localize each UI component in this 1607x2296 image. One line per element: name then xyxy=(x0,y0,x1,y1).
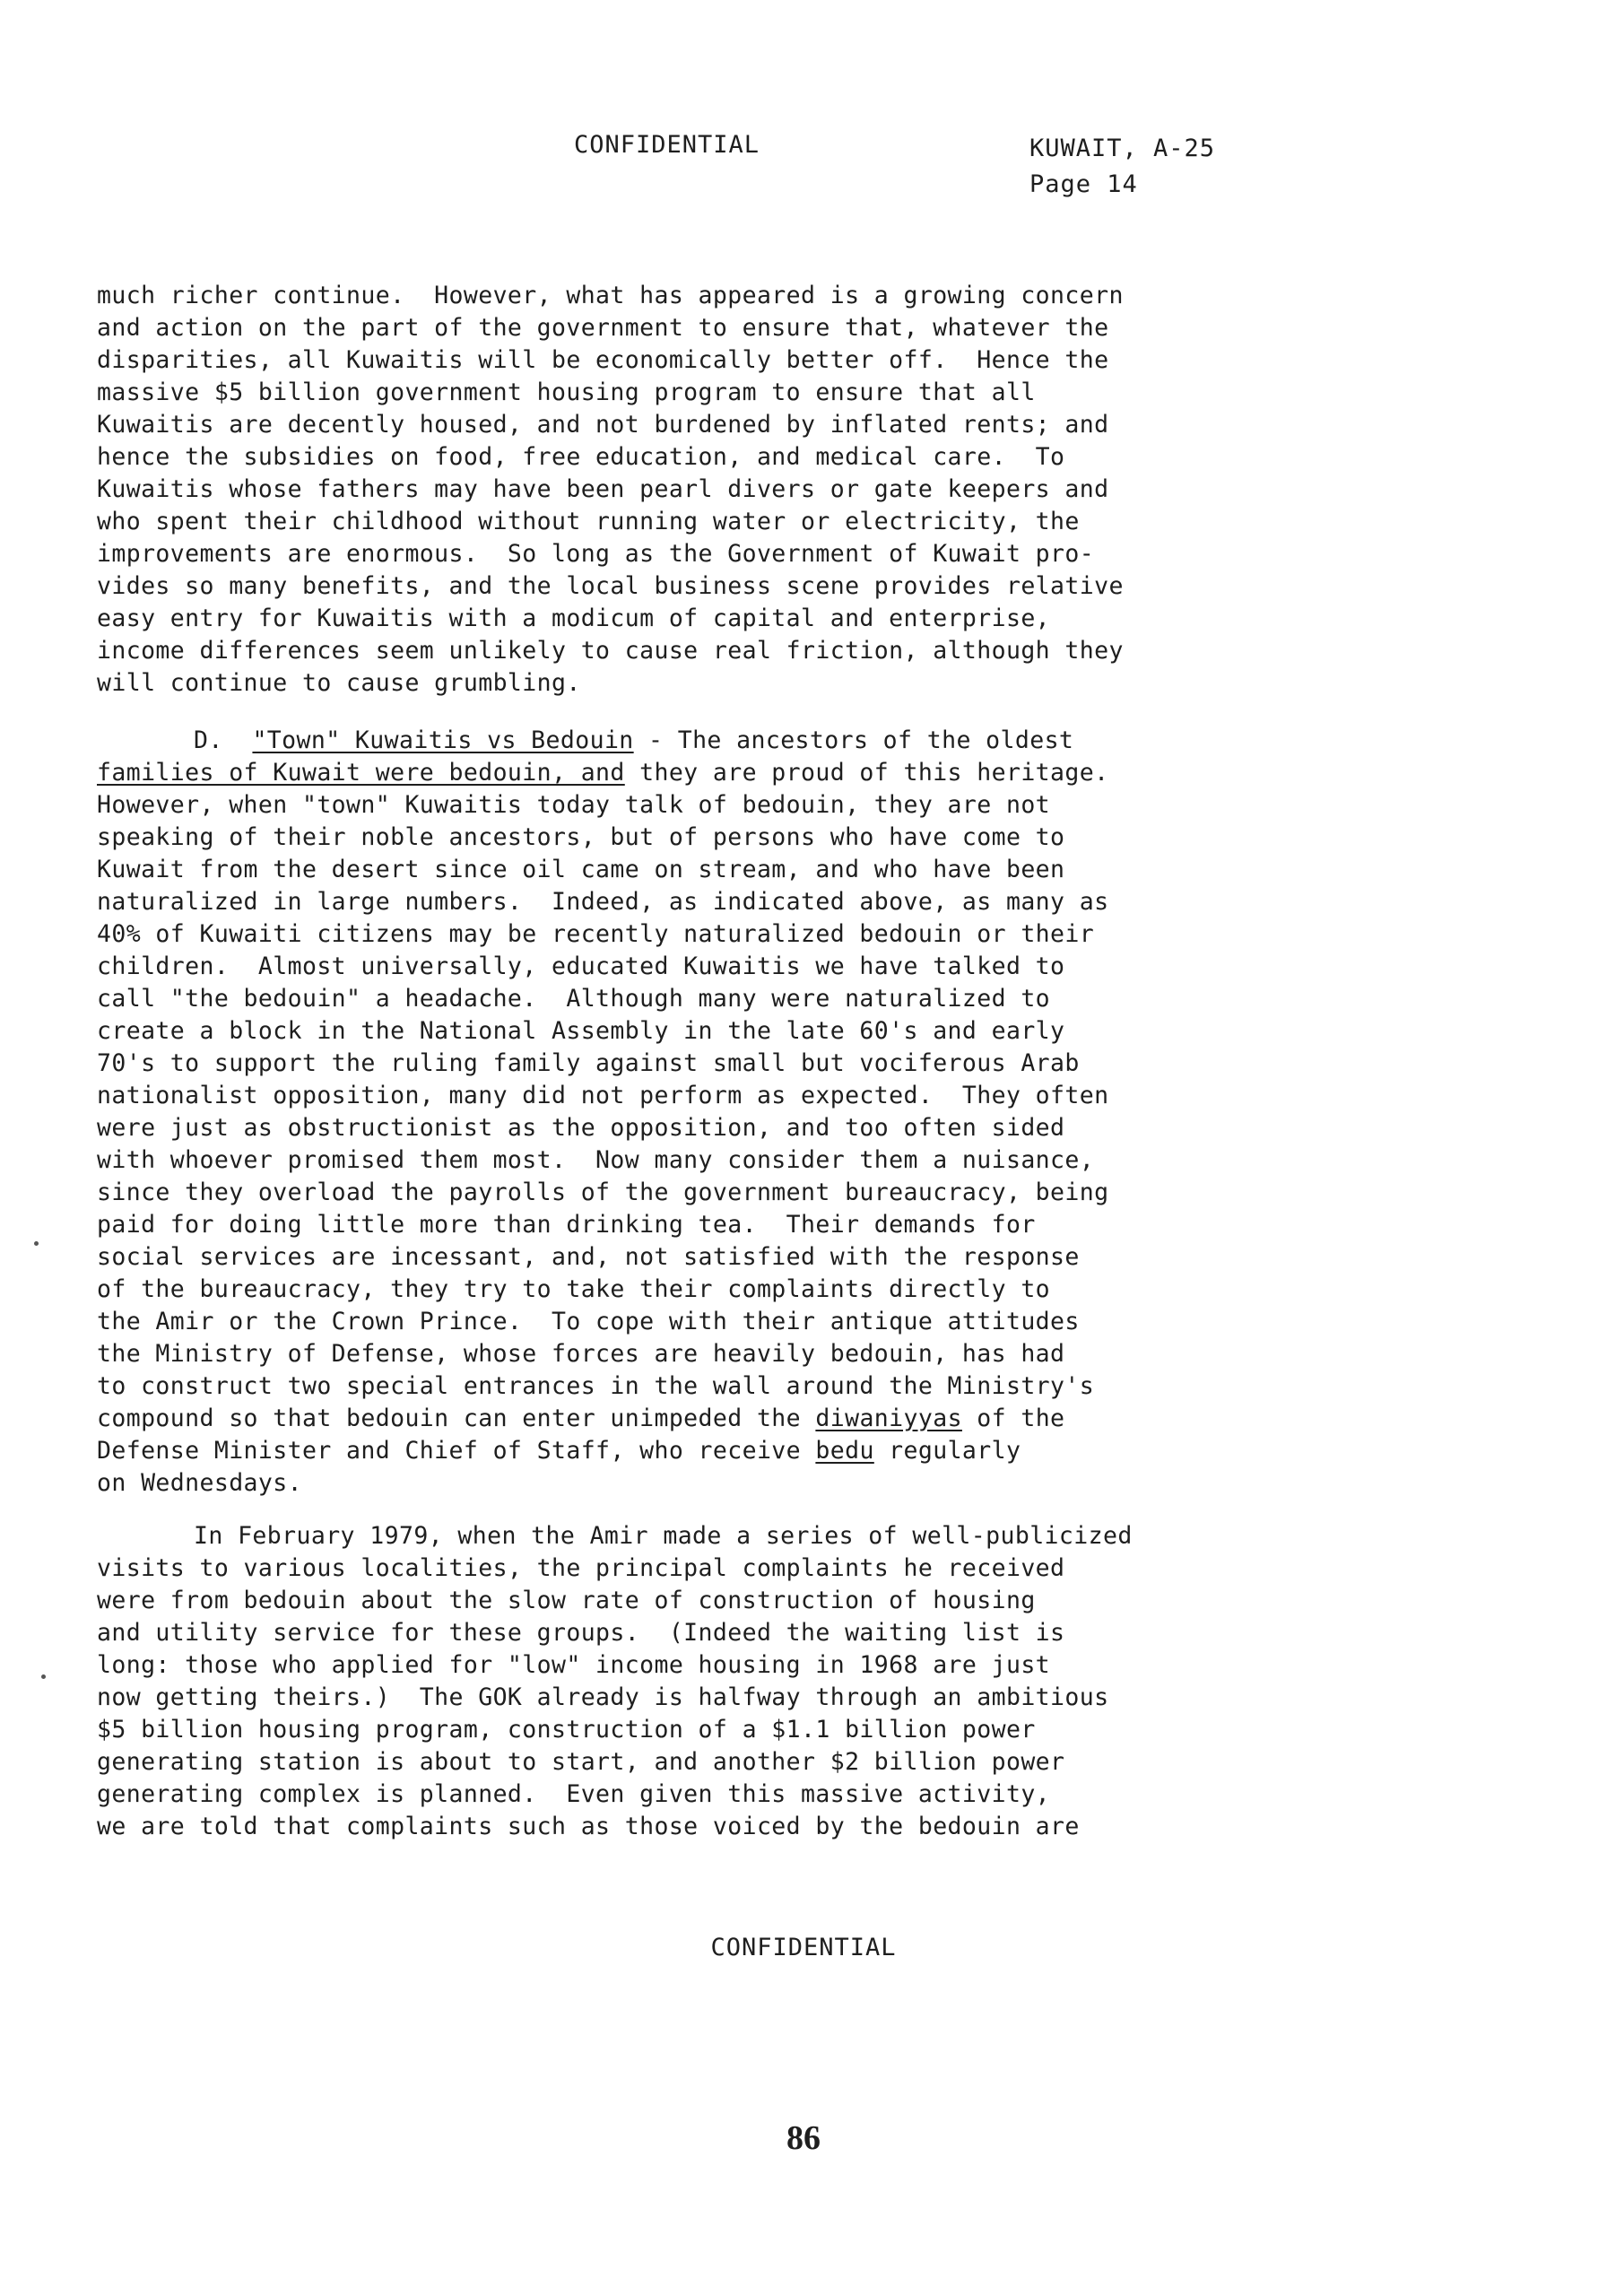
term-diwaniyyas: diwaniyyas xyxy=(815,1405,962,1432)
text-line: children. Almost universally, educated Kuwaitis we have talked to xyxy=(97,952,1065,980)
text-line: on Wednesdays. xyxy=(97,1469,302,1497)
text-line xyxy=(97,1403,1460,1435)
text-line xyxy=(97,757,1460,789)
document-id: KUWAIT, A-25 xyxy=(1029,135,1216,162)
text-line: will continue to cause grumbling. xyxy=(97,669,581,697)
text-line: nationalist opposition, many did not perform as expected. They often xyxy=(97,1082,1109,1109)
text-line: speaking of their noble ancestors, but of persons who have come to xyxy=(97,823,1065,851)
header-document-reference xyxy=(1029,131,1215,203)
footer-classification: CONFIDENTIAL xyxy=(710,1934,897,1961)
text-line: improvements are enormous. So long as the Government of Kuwait pro- xyxy=(97,540,1095,568)
text-line xyxy=(97,1435,1460,1467)
text-line: income differences seem unlikely to cause real friction, although they xyxy=(97,637,1124,665)
text-line: and action on the part of the government to ensure that, whatever the xyxy=(97,314,1109,342)
text-line: create a block in the National Assembly in the late 60's and early xyxy=(97,1017,1065,1045)
text-line: easy entry for Kuwaitis with a modicum of capital and enterprise, xyxy=(97,604,1051,632)
text-line: $5 billion housing program, construction of a $1.1 billion power xyxy=(97,1716,1036,1744)
section-title: "Town" Kuwaitis vs Bedouin xyxy=(252,726,634,754)
text-line: 70's to support the ruling family against small but vociferous Arab xyxy=(97,1049,1080,1077)
text-line: of the bureaucracy, they try to take their complaints directly to xyxy=(97,1275,1051,1303)
text-line: with whoever promised them most. Now many consider them a nuisance, xyxy=(97,1146,1095,1174)
text-line: Kuwait from the desert since oil came on stream, and who have been xyxy=(97,856,1065,883)
scan-speck xyxy=(34,1241,39,1246)
text-line: disparities, all Kuwaitis will be economically better off. Hence the xyxy=(97,346,1109,374)
text-line: visits to various localities, the principal complaints he received xyxy=(97,1554,1065,1582)
text-line: generating station is about to start, and another $2 billion power xyxy=(97,1748,1065,1776)
text-line: Kuwaitis are decently housed, and not burdened by inflated rents; and xyxy=(97,411,1109,439)
text-line: call "the bedouin" a headache. Although many were naturalized to xyxy=(97,985,1051,1013)
text-segment: of the xyxy=(961,1405,1065,1432)
text-line: vides so many benefits, and the local business scene provides relative xyxy=(97,572,1124,600)
text-line: However, when "town" Kuwaitis today talk of bedouin, they are not xyxy=(97,791,1051,819)
text-line: much richer continue. However, what has appeared is a growing concern xyxy=(97,282,1124,309)
text-segment: regularly xyxy=(873,1437,1021,1465)
text-line: the Amir or the Crown Prince. To cope with their antique attitudes xyxy=(97,1308,1080,1335)
text-line: were from bedouin about the slow rate of construction of housing xyxy=(97,1587,1036,1614)
text-segment: In February 1979, when the Amir made a series of well-publicized xyxy=(194,1522,1133,1550)
section-first-line-rest: - The ancestors of the oldest xyxy=(633,726,1074,754)
text-line: were just as obstructionist as the opposition, and too often sided xyxy=(97,1114,1065,1142)
scan-speck xyxy=(41,1674,46,1679)
text-line: who spent their childhood without running water or electricity, the xyxy=(97,508,1080,535)
text-line: hence the subsidies on food, free education, and medical care. To xyxy=(97,443,1065,471)
text-line: long: those who applied for "low" income housing in 1968 are just xyxy=(97,1651,1051,1679)
page-number: 86 xyxy=(786,2119,821,2157)
text-line: paid for doing little more than drinking tea. Their demands for xyxy=(97,1211,1036,1239)
text-segment: compound so that bedouin can enter unimpeded the xyxy=(97,1405,816,1432)
paragraph-amir-visits xyxy=(97,1520,1460,1843)
text-line: since they overload the payrolls of the government bureaucracy, being xyxy=(97,1178,1109,1206)
text-line: to construct two special entrances in the wall around the Ministry's xyxy=(97,1372,1095,1400)
paragraph-income-disparities xyxy=(97,280,1460,700)
section-letter: D. xyxy=(194,726,223,754)
text-line: naturalized in large numbers. Indeed, as indicated above, as many as xyxy=(97,888,1109,916)
text-line: massive $5 billion government housing program to ensure that all xyxy=(97,378,1036,406)
text-line xyxy=(97,1520,1460,1552)
page-label: Page 14 xyxy=(1029,170,1138,198)
section-d-town-kuwaitis-vs-bedouin xyxy=(97,725,1460,1500)
text-line: 40% of Kuwaiti citizens may be recently naturalized bedouin or their xyxy=(97,920,1095,948)
section-heading-line xyxy=(97,725,1460,757)
text-line: social services are incessant, and, not satisfied with the response xyxy=(97,1243,1080,1271)
text-segment: Defense Minister and Chief of Staff, who receive xyxy=(97,1437,816,1465)
text-line: and utility service for these groups. (Indeed the waiting list is xyxy=(97,1619,1065,1647)
text-line: generating complex is planned. Even given this massive activity, xyxy=(97,1780,1051,1808)
text-line: now getting theirs.) The GOK already is halfway through an ambitious xyxy=(97,1683,1109,1711)
text-line: we are told that complaints such as those voiced by the bedouin are xyxy=(97,1813,1080,1840)
header-classification: CONFIDENTIAL xyxy=(574,131,760,159)
text-line: the Ministry of Defense, whose forces are heavily bedouin, has had xyxy=(97,1340,1065,1368)
text-line: Kuwaitis whose fathers may have been pearl divers or gate keepers and xyxy=(97,475,1109,503)
text-segment: they are proud of this heritage. xyxy=(624,759,1109,787)
term-bedu: bedu xyxy=(815,1437,874,1465)
section-title-continued: families of Kuwait were bedouin, and xyxy=(97,759,625,787)
